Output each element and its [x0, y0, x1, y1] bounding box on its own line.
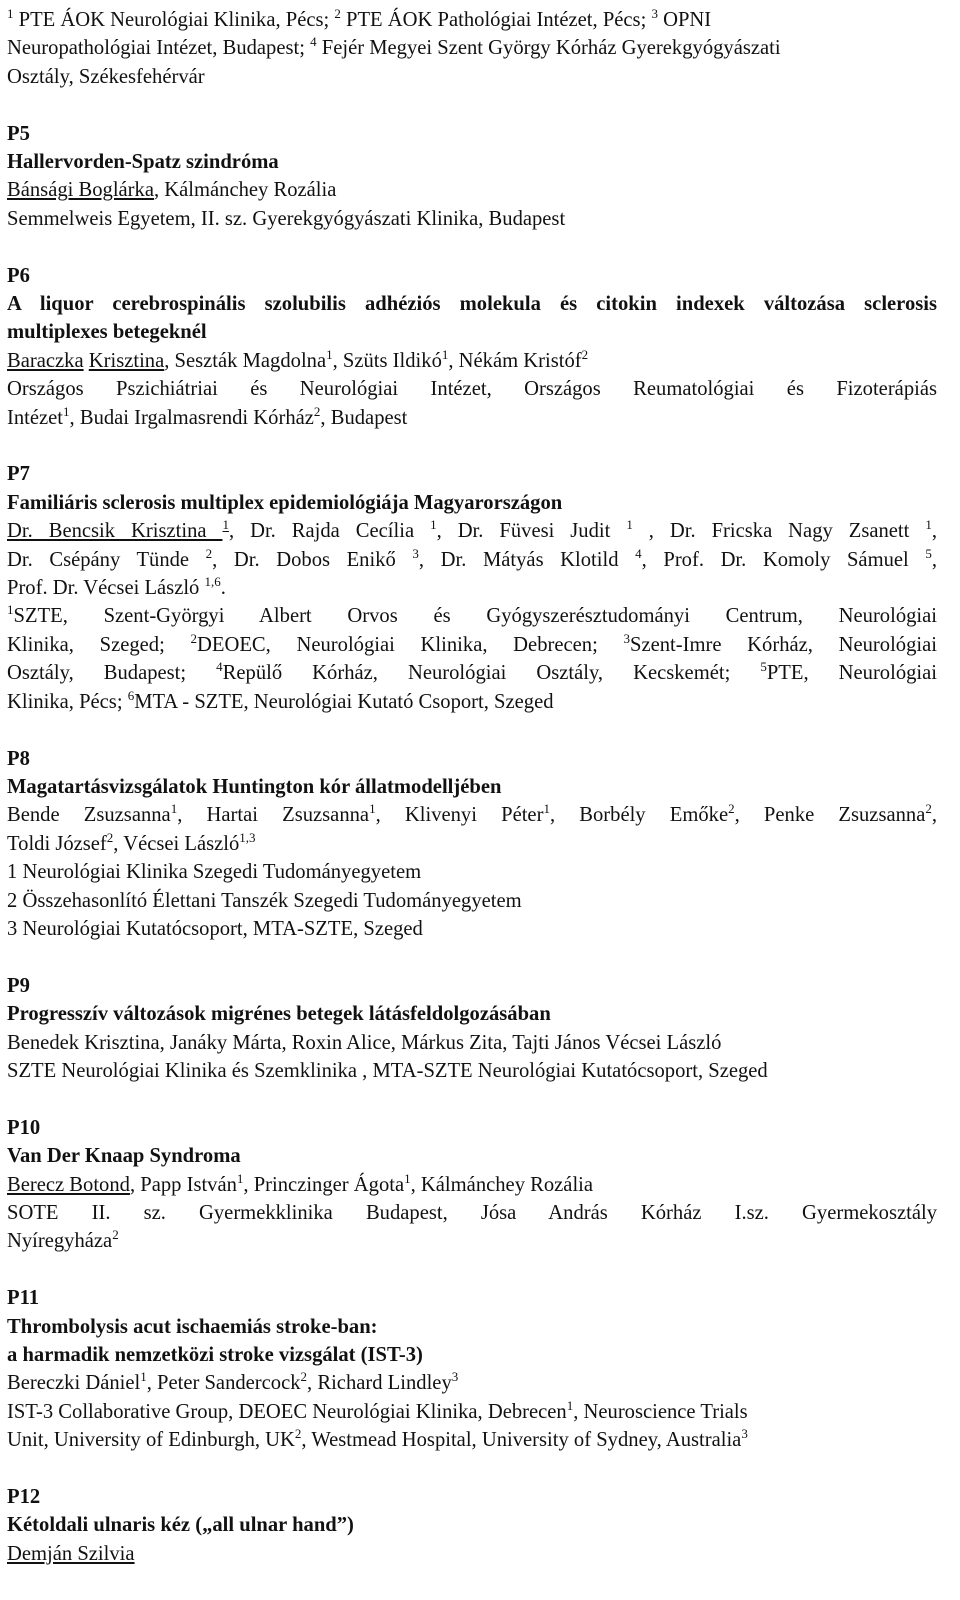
abstract-authors: [7, 546, 937, 574]
superscript-index: 2: [205, 545, 213, 561]
affiliation-line: [7, 6, 937, 34]
superscript-index: 1: [236, 1170, 244, 1186]
abstract-p7: [7, 460, 937, 716]
superscript-index: 3: [412, 545, 419, 561]
superscript-index: 2: [294, 1426, 302, 1442]
text-run: , Dr. Fricska Nagy Zsanett: [632, 520, 926, 543]
superscript-index: 2: [334, 6, 341, 22]
abstract-affiliation: 2 Összehasonlító Élettani Tanszék Szegedi Tudományegyetem: [7, 889, 522, 912]
abstract-authors: [7, 517, 937, 545]
abstract-title: Progresszív változások migrénes betegek látásfeldolgozásában: [7, 1003, 551, 1026]
superscript-index: 1: [369, 801, 376, 817]
text-run: Klinika, Pécs;: [7, 690, 128, 713]
text-run: , Peter Sandercock: [146, 1372, 301, 1395]
abstract-code: P11: [7, 1287, 40, 1310]
text-run: , Szüts Ildikó: [332, 349, 442, 372]
underlined-text: Krisztina: [88, 349, 165, 372]
superscript-index: 4: [310, 34, 317, 50]
superscript-index: 4: [635, 545, 642, 561]
text-run: , Vécsei László: [113, 832, 240, 855]
superscript-index: 2: [112, 1227, 119, 1243]
superscript-index: 3: [623, 631, 630, 647]
text-run: .: [220, 577, 226, 600]
abstract-affiliation: Semmelweis Egyetem, II. sz. Gyerekgyógyászati Klinika, Budapest: [7, 207, 566, 230]
text-run: , Budapest: [320, 406, 408, 429]
abstract-authors: [7, 1369, 937, 1397]
superscript-index: 1: [566, 1398, 574, 1413]
text-run: , Hartai Zsuzsanna: [177, 804, 370, 827]
text-run: , Nékám Kristóf: [448, 349, 582, 372]
text-run: OPNI: [657, 9, 712, 31]
superscript-index: 1: [140, 1369, 147, 1385]
superscript-index: 1: [441, 347, 449, 363]
superscript-index: 2: [581, 347, 589, 363]
superscript-index: 1,6: [204, 574, 221, 590]
abstract-title: Magatartásvizsgálatok Huntington kór állatmodelljében: [7, 775, 502, 798]
text-run: , Richard Lindley: [307, 1372, 452, 1395]
text-run: Klinika, Szeged;: [7, 633, 191, 656]
superscript-index: 2: [925, 801, 932, 817]
affiliation-line: [7, 34, 937, 62]
abstract-authors: [7, 574, 937, 602]
abstract-code: P12: [7, 1486, 41, 1508]
text-run: Dr. Csépány Tünde: [7, 548, 206, 571]
abstract-affiliation: [7, 659, 937, 687]
text-run: MTA - SZTE, Neurológiai Kutató Csoport, Szeged: [134, 690, 554, 713]
superscript-index: 1: [170, 801, 178, 817]
superscript-index: 1: [430, 517, 437, 533]
superscript-index: 1: [7, 6, 14, 22]
text-run: IST-3 Collaborative Group, DEOEC Neurológiai Klinika, Debrecen: [7, 1400, 567, 1423]
text-run: Bende Zsuzsanna: [7, 804, 171, 827]
abstract-code: P6: [7, 264, 30, 287]
superscript-index: 3: [651, 6, 658, 22]
superscript-index: 6: [127, 687, 135, 703]
text-run: , Papp István: [129, 1173, 237, 1196]
text-run: SZTE, Szent-Györgyi Albert Orvos és Gyógyszerésztudományi Centrum, Neurológiai: [13, 605, 937, 628]
text-run: , Princzinger Ágota: [243, 1173, 405, 1196]
text-run: DEOEC, Neurológiai Klinika, Debrecen;: [197, 633, 624, 656]
text-run: Nyíregyháza: [7, 1230, 113, 1253]
abstract-p9: [7, 972, 937, 1086]
abstract-affiliation: 1 Neurológiai Klinika Szegedi Tudományegyetem: [7, 861, 422, 884]
abstract-affiliation: [7, 404, 937, 432]
text-run: PTE, Neurológiai: [766, 662, 937, 685]
abstract-authors: [7, 347, 937, 375]
abstract-code: P5: [7, 122, 30, 145]
abstract-title: Kétoldali ulnaris kéz („all ulnar hand”): [7, 1514, 354, 1537]
abstract-affiliation: [7, 1398, 937, 1426]
text-run: Bereczki Dániel: [7, 1372, 141, 1395]
abstract-affiliation: 3 Neurológiai Kutatócsoport, MTA-SZTE, Szeged: [7, 917, 423, 940]
abstract-p5: [7, 120, 937, 234]
text-run: PTE ÁOK Neurológiai Klinika, Pécs;: [13, 9, 335, 31]
text-run: Repülő Kórház, Neurológiai Osztály, Kecskemét;: [222, 662, 761, 685]
abstract-p8: [7, 745, 937, 944]
text-run: , Westmead Hospital, University of Sydney, Australia: [301, 1429, 742, 1452]
text-run: ,: [931, 804, 937, 827]
co-authors: , Kálmánchey Rozália: [153, 179, 337, 202]
superscript-index: 5: [760, 659, 767, 675]
presenting-author: Demján Szilvia: [7, 1542, 135, 1565]
text-run: Szent-Imre Kórház, Neurológiai: [629, 633, 937, 656]
text-run: , Prof. Dr. Komoly Sámuel: [641, 548, 926, 571]
superscript-index: 1: [63, 403, 70, 419]
abstract-title: Van Der Knaap Syndroma: [7, 1145, 241, 1168]
underlined-text: Dr. Bencsik Krisztina: [7, 520, 223, 543]
superscript-index: 4: [216, 659, 223, 675]
abstract-authors: [7, 830, 937, 858]
abstract-affiliation: [7, 1227, 937, 1255]
superscript-index: 1: [543, 801, 550, 817]
text-run: Unit, University of Edinburgh, UK: [7, 1429, 295, 1452]
superscript-index: 1: [404, 1170, 411, 1186]
abstract-affiliation: SZTE Neurológiai Klinika és Szemklinika , MTA-SZTE Neurológiai Kutatócsoport, Szeged: [7, 1059, 768, 1082]
underlined-text: Berecz Botond: [7, 1173, 130, 1196]
text-run: , Budai Irgalmasrendi Kórház: [69, 406, 314, 429]
abstract-title: a harmadik nemzetközi stroke vizsgálat (IST-3): [7, 1343, 423, 1366]
text-run: Neuropathológiai Intézet, Budapest;: [7, 37, 311, 60]
superscript-index: 1: [222, 517, 229, 533]
text-run: PTE ÁOK Pathológiai Intézet, Pécs;: [340, 9, 652, 31]
text-run: Fejér Megyei Szent György Kórház Gyerekgyógyászati: [316, 37, 781, 60]
text-run: Intézet: [7, 406, 64, 429]
text-run: Osztály, Budapest;: [7, 662, 217, 685]
abstract-p4-affiliations: [7, 6, 937, 91]
abstract-title: Hallervorden-Spatz szindróma: [7, 151, 279, 174]
abstract-code: P8: [7, 747, 30, 770]
text-run: Prof. Dr. Vécsei László: [7, 577, 205, 600]
abstract-code: P9: [7, 974, 30, 997]
abstract-p10: [7, 1114, 937, 1256]
abstract-affiliation: SOTE II. sz. Gyermekklinika Budapest, Jósa András Kórház I.sz. Gyermekosztály: [7, 1201, 937, 1224]
text-run: , Seszták Magdolna: [164, 349, 327, 372]
superscript-index: 1,3: [239, 829, 256, 845]
superscript-index: 1: [626, 517, 633, 533]
superscript-index: 5: [925, 545, 932, 561]
abstract-title: Familiáris sclerosis multiplex epidemiológiája Magyarországon: [7, 491, 563, 514]
superscript-index: 1: [7, 602, 14, 618]
abstract-code: P10: [7, 1116, 41, 1139]
text-run: ,: [931, 548, 937, 571]
abstract-affiliation: Országos Pszichiátriai és Neurológiai Intézet, Országos Reumatológiai és Fizoterápiás: [7, 378, 937, 401]
text-run: , Dr. Rajda Cecília: [228, 520, 431, 543]
superscript-index: 1: [925, 517, 932, 533]
abstract-code: P7: [7, 463, 30, 486]
abstract-authors: [7, 801, 937, 829]
text-run: , Dr. Dobos Enikő: [212, 548, 413, 571]
text-run: , Neuroscience Trials: [573, 1400, 748, 1423]
text-run: , Dr. Mátyás Klotild: [418, 548, 636, 571]
affiliation-line: Osztály, Székesfehérvár: [7, 65, 205, 88]
text-run: , Dr. Füvesi Judit: [436, 520, 627, 543]
abstract-p6: [7, 262, 937, 432]
abstract-affiliation: [7, 688, 937, 716]
abstract-affiliation: [7, 602, 937, 630]
abstract-p12: [7, 1483, 937, 1568]
superscript-index: 3: [451, 1369, 459, 1385]
abstract-title: Thrombolysis acut ischaemiás stroke-ban:: [7, 1315, 378, 1338]
abstract-affiliation: [7, 631, 937, 659]
abstract-p11: [7, 1284, 937, 1454]
text-run: , Penke Zsuzsanna: [734, 804, 926, 827]
presenting-author: Bánsági Boglárka: [7, 179, 154, 202]
superscript-index: 2: [300, 1369, 308, 1385]
superscript-index: 2: [190, 631, 198, 647]
abstract-authors: [7, 1540, 937, 1568]
abstract-title: A liquor cerebrospinális szolubilis adhéziós molekula és citokin indexek változása sclerosis: [7, 293, 937, 316]
underlined-text: Baraczka: [7, 349, 84, 372]
abstract-title: multiplexes betegeknél: [7, 321, 207, 344]
text-run: Toldi József: [7, 832, 107, 855]
abstract-authors: [7, 176, 937, 204]
superscript-index: 2: [313, 403, 321, 419]
abstract-authors: Benedek Krisztina, Janáky Márta, Roxin Alice, Márkus Zita, Tajti János Vécsei László: [7, 1031, 722, 1054]
superscript-index: 3: [741, 1426, 748, 1442]
superscript-index: 2: [106, 829, 114, 845]
superscript-index: 2: [728, 801, 735, 817]
abstract-affiliation: [7, 1426, 937, 1454]
text-run: , Borbély Emőke: [549, 804, 729, 827]
abstract-authors: [7, 1171, 937, 1199]
superscript-index: 1: [326, 347, 333, 363]
text-run: , Klivenyi Péter: [375, 804, 544, 827]
text-run: , Kálmánchey Rozália: [410, 1173, 594, 1196]
text-run: ,: [931, 520, 937, 543]
